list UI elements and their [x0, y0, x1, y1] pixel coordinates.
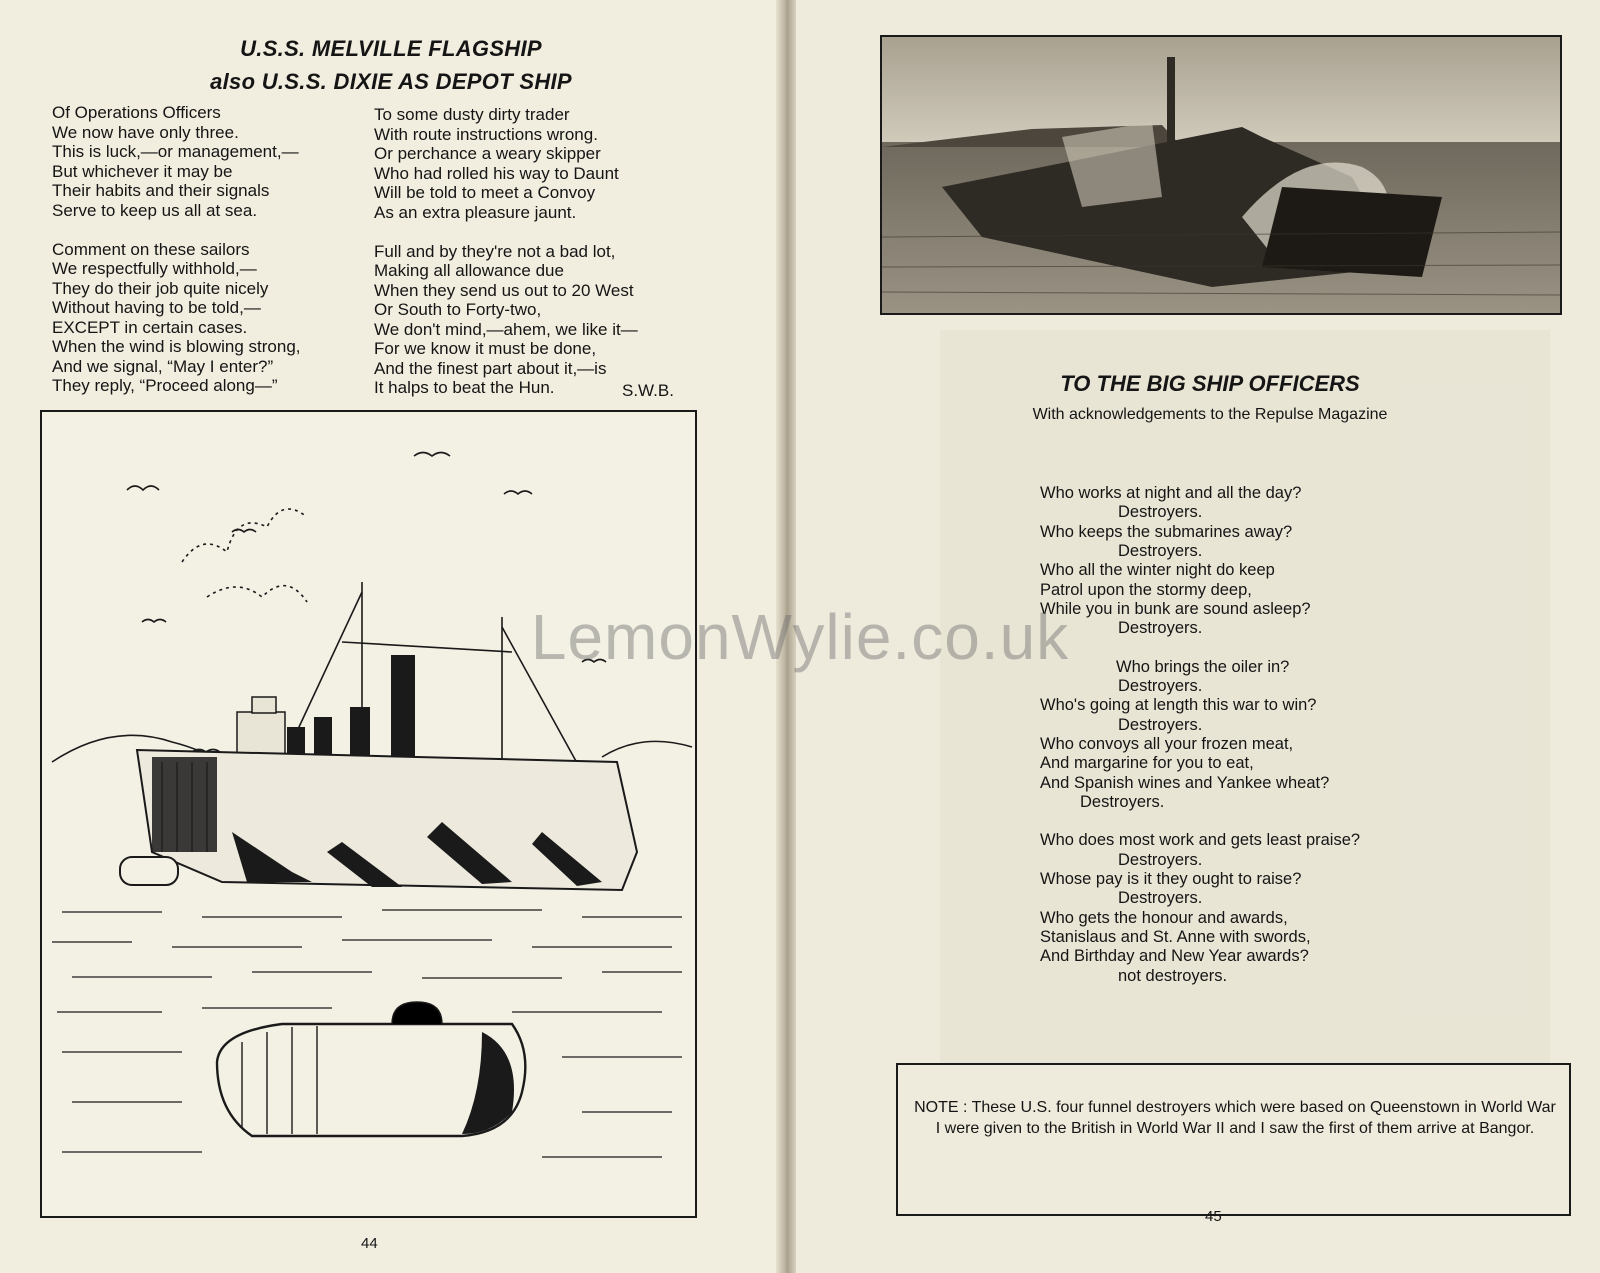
ship-illustration — [40, 410, 697, 1218]
poem-line: Who brings the oiler in? — [1116, 657, 1290, 676]
poem-line: Patrol upon the stormy deep, — [1040, 580, 1252, 599]
destroyer-photo — [880, 35, 1562, 315]
poem-line — [52, 220, 301, 240]
poem-line: They reply, “Proceed along—” — [52, 376, 278, 395]
poem-line: But whichever it may be — [52, 161, 233, 181]
poem-line: Who's going at length this war to win? — [1040, 696, 1317, 715]
poem-line: not destroyers. — [1118, 966, 1228, 985]
poem-line: Their habits and their signals — [52, 181, 270, 200]
note-box — [896, 1063, 1571, 1216]
poem-line: Who gets the honour and awards, — [1040, 908, 1288, 927]
poem-line: Stanislaus and St. Anne with swords, — [1040, 927, 1311, 946]
poem-line: We respectfully withhold,— — [52, 259, 257, 278]
poem-line: Who had rolled his way to Daunt — [374, 163, 619, 183]
poem-line: And margarine for you to eat, — [1040, 754, 1254, 773]
poem-line: Will be told to meet a Convoy — [374, 183, 596, 202]
left-title-line2: also U.S.S. DIXIE AS DEPOT SHIP — [210, 69, 572, 94]
poem-line: Destroyers. — [1118, 889, 1203, 908]
right-title: TO THE BIG SHIP OFFICERS — [1060, 371, 1360, 396]
dazzle-ship-drawing — [42, 412, 695, 1216]
left-page-number: 44 — [361, 1235, 378, 1252]
poem-line: Or South to Forty-two, — [374, 300, 542, 319]
poem-line: Destroyers. — [1118, 541, 1203, 560]
poem-line: It halps to beat the Hun. — [374, 378, 555, 397]
poem-line: And we signal, “May I enter?” — [52, 356, 274, 376]
poem-line: Serve to keep us all at sea. — [52, 200, 258, 220]
poem-line: Who keeps the submarines away? — [1040, 522, 1293, 541]
poem-line: Comment on these sailors — [52, 239, 250, 259]
poem-line: For we know it must be done, — [374, 339, 597, 358]
show-through-right — [940, 330, 1550, 1130]
poem-line: While you in bunk are sound asleep? — [1040, 599, 1311, 618]
poem-line: Full and by they're not a bad lot, — [374, 241, 616, 261]
poem-line: Destroyers. — [1118, 677, 1203, 695]
poem-line: When the wind is blowing strong, — [52, 337, 301, 356]
poem-line: Destroyers. — [1080, 792, 1165, 811]
poem-line: Making all allowance due — [374, 261, 564, 280]
poem-line: We don't mind,—ahem, we like it— — [374, 319, 638, 339]
poem-line: EXCEPT in certain cases. — [52, 317, 248, 337]
poem-line: As an extra pleasure jaunt. — [374, 202, 577, 222]
poem-line — [374, 222, 638, 242]
poem-line: Destroyers. — [1118, 619, 1203, 638]
poem-line: And Birthday and New Year awards? — [1040, 947, 1309, 966]
poem-line: Who does most work and gets least praise? — [1040, 831, 1361, 850]
poem-line: Without having to be told,— — [52, 298, 261, 317]
poem-line: Who convoys all your frozen meat, — [1040, 734, 1294, 753]
poem-line: We now have only three. — [52, 122, 239, 142]
poem-line: And the finest part about it,—is — [374, 358, 607, 378]
poem-line: Destroyers. — [1118, 503, 1203, 522]
poem-line: Who works at night and all the day? — [1040, 484, 1302, 502]
poem-line: Who all the winter night do keep — [1040, 561, 1275, 580]
poem-line: Destroyers. — [1118, 715, 1203, 734]
poem-line: Or perchance a weary skipper — [374, 144, 601, 163]
poem-column-2 — [374, 105, 638, 398]
poem-line: Of Operations Officers — [52, 103, 221, 122]
right-subtitle: With acknowledgements to the Repulse Magazine — [1032, 406, 1388, 423]
left-title-line1: U.S.S. MELVILLE FLAGSHIP — [240, 36, 542, 61]
poem-line: When they send us out to 20 West — [374, 280, 634, 300]
poem-line: To some dusty dirty trader — [374, 105, 570, 124]
poem-column-1 — [52, 103, 301, 396]
poem-line: With route instructions wrong. — [374, 124, 598, 144]
poem-line: Destroyers. — [1118, 850, 1203, 869]
poem-line: And Spanish wines and Yankee wheat? — [1040, 773, 1330, 792]
poem-line: Whose pay is it they ought to raise? — [1040, 870, 1302, 888]
watermark: LemonWylie.co.uk — [530, 601, 1070, 673]
note-text: NOTE : These U.S. four funnel destroyers which were based on Queenstown in World War I were given to the British in World War II and I saw the first of them arrive at Bangor. — [914, 1099, 1556, 1137]
poem-line: This is luck,—or management,— — [52, 142, 299, 161]
poem-line: They do their job quite nicely — [52, 278, 269, 298]
destroyer-at-sea-image — [882, 37, 1560, 313]
right-page-number: 45 — [1205, 1208, 1222, 1225]
signature: S.W.B. — [622, 381, 674, 400]
